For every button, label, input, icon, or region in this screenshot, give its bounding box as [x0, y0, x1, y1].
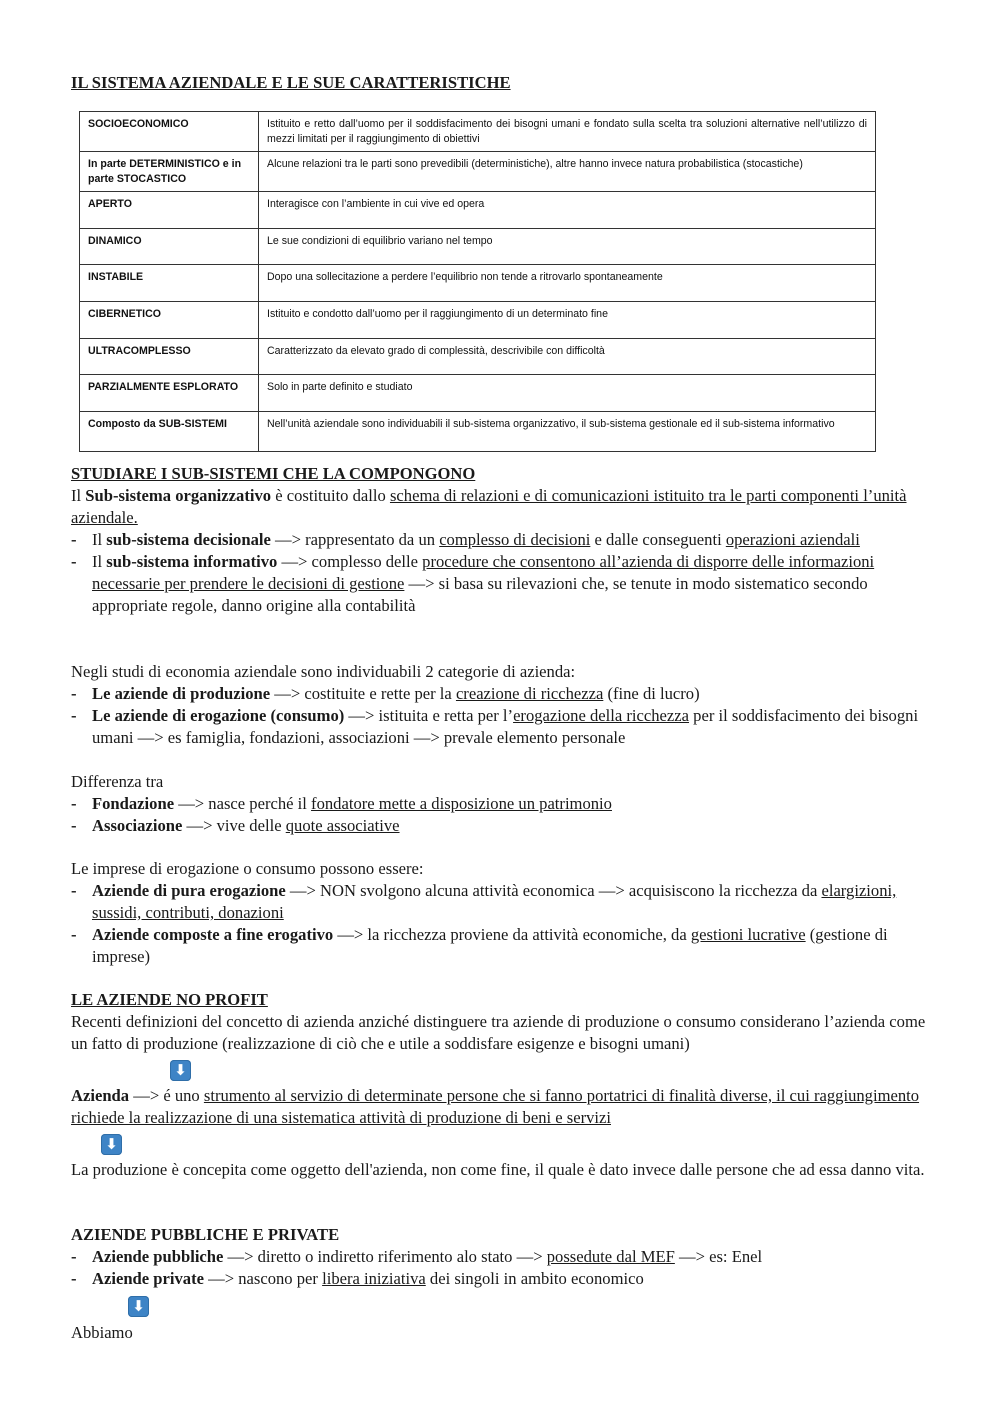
table-cell-value: Alcune relazioni tra le parti sono prevedibili (deterministiche), altre hanno invece natura probabilistica (stocastiche): [259, 152, 876, 192]
underlined-text: libera iniziativa: [322, 1269, 426, 1288]
list-item: [71, 793, 931, 815]
table-cell-key: INSTABILE: [80, 265, 259, 302]
down-arrow-icon: ⬇: [128, 1296, 149, 1317]
bold-term: Le aziende di erogazione (consumo): [92, 706, 345, 725]
section-heading: AZIENDE PUBBLICHE E PRIVATE: [71, 1225, 340, 1244]
table-row: [80, 375, 876, 412]
table-cell-key: CIBERNETICO: [80, 302, 259, 339]
list-item: [71, 551, 931, 617]
text: e dalle conseguenti: [590, 530, 726, 549]
characteristics-table: [79, 111, 876, 452]
azienda-definition: [71, 1085, 931, 1129]
text: —> é uno: [129, 1086, 204, 1105]
bold-term: Aziende private: [92, 1269, 204, 1288]
bold-term: Aziende composte a fine erogativo: [92, 925, 334, 944]
production-paragraph: [71, 1159, 931, 1181]
paragraph: Differenza tra: [71, 772, 164, 791]
underlined-text: gestioni lucrative: [690, 925, 806, 944]
underlined-text: elargizioni, sussidi, contributi, donazioni: [92, 881, 897, 922]
table-cell-key: ULTRACOMPLESSO: [80, 339, 259, 375]
underlined-text: fondatore mette a disposizione un patrimonio: [311, 794, 612, 813]
list-item: [71, 705, 931, 749]
table-cell-value: Dopo una sollecitazione a perdere l’equilibrio non tende a ritrovarlo spontaneamente: [259, 265, 876, 302]
text: Il: [92, 552, 107, 571]
list-item: [71, 529, 931, 551]
bold-term: Azienda: [71, 1086, 130, 1105]
text: —> istituita e retta per l’: [344, 706, 514, 725]
list-item: [71, 683, 931, 705]
text: è costituito dallo: [271, 486, 390, 505]
text: —> nascono per: [203, 1269, 323, 1288]
text: —> nasce perché il: [174, 794, 312, 813]
table-cell-value: Solo in parte definito e studiato: [259, 375, 876, 412]
table-cell-key: DINAMICO: [80, 229, 259, 265]
text: —> costituite e rette per la: [270, 684, 456, 703]
table-cell-key: In parte DETERMINISTICO e in parte STOCASTICO: [80, 152, 259, 192]
underlined-text: quote associative: [285, 816, 400, 835]
bold-term: Fondazione: [92, 794, 175, 813]
underlined-text: procedure che consentono all’azienda di disporre delle informazioni necessarie per prendere le decisioni di gestione: [92, 552, 875, 593]
text: per il soddisfacimento dei bisogni umani —> es famiglia, fondazioni, associazioni —> prevale elemento personale: [92, 706, 919, 747]
list-item: [71, 880, 931, 924]
erogation-types-section: [71, 858, 931, 968]
bold-term: sub-sistema decisionale: [106, 530, 271, 549]
no-profit-section: [71, 989, 931, 1055]
text: (gestione di imprese): [92, 925, 888, 966]
bold-term: sub-sistema informativo: [106, 552, 278, 571]
text: —> complesso delle: [277, 552, 423, 571]
bold-term: Le aziende di produzione: [92, 684, 271, 703]
paragraph: Negli studi di economia aziendale sono individuabili 2 categorie di azienda:: [71, 662, 576, 681]
page-title: IL SISTEMA AZIENDALE E LE SUE CARATTERISTICHE: [71, 73, 511, 92]
underlined-text: possedute dal MEF: [546, 1247, 675, 1266]
section-heading: STUDIARE I SUB-SISTEMI CHE LA COMPONGONO: [71, 464, 476, 483]
table-cell-value: Istituito e retto dall’uomo per il soddisfacimento dei bisogni umani e fondato sulla scelta tra soluzioni alternative nell’utilizzo di mezzi limitati per il raggiungimento di obiettivi: [259, 112, 876, 152]
table-row: [80, 152, 876, 192]
table-cell-value: Interagisce con l’ambiente in cui vive ed opera: [259, 192, 876, 229]
bold-term: Aziende di pura erogazione: [92, 881, 286, 900]
table-cell-value: Istituito e condotto dall’uomo per il raggiungimento di un determinato fine: [259, 302, 876, 339]
table-row: [80, 265, 876, 302]
company-categories-section: [71, 661, 931, 749]
table-cell-value: Nell’unità aziendale sono individuabili il sub-sistema organizzativo, il sub-sistema gestionale ed il sub-sistema informativo: [259, 412, 876, 452]
table-cell-key: APERTO: [80, 192, 259, 229]
underlined-text: strumento al servizio di determinate persone che si fanno portatrici di finalità diverse, il cui raggiungimento richiede la realizzazione di una sistematica attività di produzione di beni e servizi: [71, 1086, 920, 1127]
down-arrow-icon: ⬇: [101, 1134, 122, 1155]
table-row: [80, 339, 876, 375]
text: —> NON svolgono alcuna attività economica —> acquisiscono la ricchezza da: [285, 881, 822, 900]
section-heading: LE AZIENDE NO PROFIT: [71, 990, 268, 1009]
paragraph: La produzione è concepita come oggetto dell'azienda, non come fine, il quale è dato invece dalle persone che ad essa danno vita.: [71, 1160, 925, 1179]
table-cell-value: Caratterizzato da elevato grado di complessità, descrivibile con difficoltà: [259, 339, 876, 375]
text: —> vive delle: [182, 816, 286, 835]
text: (fine di lucro): [603, 684, 700, 703]
table-cell-key: SOCIOECONOMICO: [80, 112, 259, 152]
text: —> es: Enel: [674, 1247, 763, 1266]
table-row: [80, 412, 876, 452]
table-row: [80, 112, 876, 152]
list-item: [71, 815, 931, 837]
paragraph: Recenti definizioni del concetto di azienda anziché distinguere tra aziende di produzione o consumo considerano l’azienda come un fatto di produzione (realizzazione di ciò che e utile a soddisfare esigenze e bisogni umani): [71, 1012, 926, 1053]
paragraph: [71, 1085, 931, 1129]
text: dei singoli in ambito economico: [425, 1269, 644, 1288]
list-item: [71, 1246, 931, 1268]
text: Il: [71, 486, 86, 505]
table-row: [80, 192, 876, 229]
paragraph: [71, 485, 931, 529]
text: —> diretto o indiretto riferimento alo stato —>: [223, 1247, 547, 1266]
text: —> si basa su rilevazioni che, se tenute in modo sistematico secondo appropriate regole, danno origine alla contabilità: [92, 574, 868, 615]
bold-term: Associazione: [92, 816, 183, 835]
underlined-text: schema di relazioni e di comunicazioni istituito tra le parti componenti l’unità aziendale.: [71, 486, 907, 527]
difference-section: [71, 771, 931, 837]
public-private-section: [71, 1224, 931, 1290]
text: —> la ricchezza proviene da attività economiche, da: [333, 925, 691, 944]
underlined-text: complesso di decisioni: [439, 530, 591, 549]
table-row: [80, 229, 876, 265]
table-cell-key: PARZIALMENTE ESPLORATO: [80, 375, 259, 412]
table-cell-key: Composto da SUB-SISTEMI: [80, 412, 259, 452]
subsystems-section: [71, 463, 931, 617]
underlined-text: creazione di ricchezza: [455, 684, 604, 703]
list-item: [71, 1268, 931, 1290]
underlined-text: operazioni aziendali: [725, 530, 860, 549]
paragraph: Le imprese di erogazione o consumo possono essere:: [71, 859, 424, 878]
underlined-text: erogazione della ricchezza: [513, 706, 690, 725]
bold-term: Aziende pubbliche: [92, 1247, 224, 1266]
closing-text: Abbiamo: [71, 1323, 133, 1342]
bold-term: Sub-sistema organizzativo: [85, 486, 272, 505]
list-item: [71, 924, 931, 968]
table-cell-value: Le sue condizioni di equilibrio variano nel tempo: [259, 229, 876, 265]
text: Il: [92, 530, 107, 549]
table-row: [80, 302, 876, 339]
text: —> rappresentato da un: [270, 530, 440, 549]
down-arrow-icon: ⬇: [170, 1060, 191, 1081]
